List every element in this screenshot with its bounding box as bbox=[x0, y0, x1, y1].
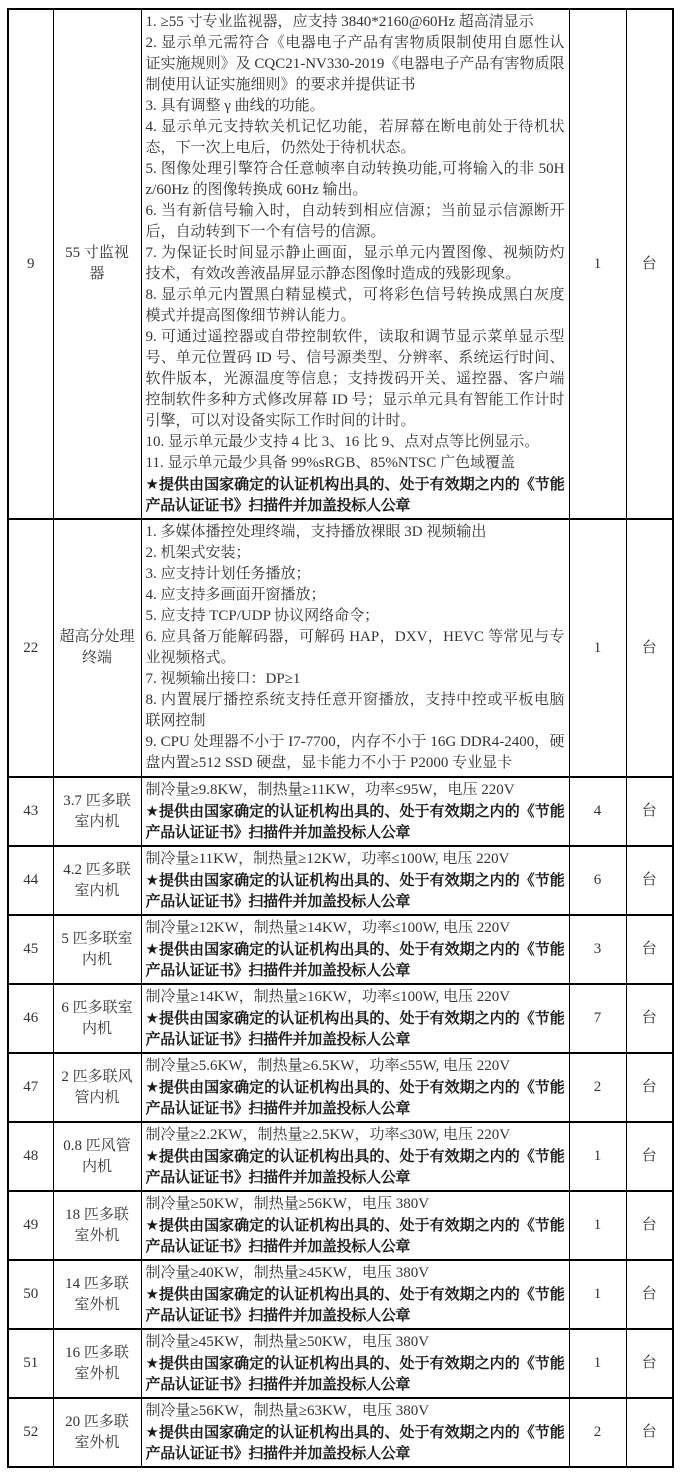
table-row bbox=[8, 984, 673, 1053]
item-quantity-cell: 1 bbox=[569, 1329, 626, 1398]
item-quantity-cell: 1 bbox=[569, 519, 626, 777]
table-row bbox=[8, 519, 673, 777]
item-number-cell: 51 bbox=[8, 1329, 53, 1398]
item-name-cell: 18 匹多联室外机 bbox=[53, 1191, 141, 1260]
item-spec-cell bbox=[141, 9, 569, 519]
item-name-cell: 0.8 匹风管内机 bbox=[53, 1122, 141, 1191]
star-requirement-note: ★提供由国家确定的认证机构出具的、处于有效期之内的《节能产品认证证书》扫描件并加盖投标人公章 bbox=[145, 1217, 565, 1255]
spec-line: 4. 显示单元支持软关机记忆功能，若屏幕在断电前处于待机状态，下一次上电后，仍然处于待机状态。 bbox=[145, 119, 565, 156]
spec-line: 1. 多媒体播控处理终端，支持播放裸眼 3D 视频输出 bbox=[145, 524, 487, 540]
star-requirement-note: ★提供由国家确定的认证机构出具的、处于有效期之内的《节能产品认证证书》扫描件并加盖投标人公章 bbox=[145, 1286, 565, 1324]
spec-line: 8. 显示单元内置黑白精显模式，可将彩色信号转换成黑白灰度模式并提高图像细节辨认能力。 bbox=[145, 287, 565, 324]
spec-line: 制冷量≥2.2KW，制热量≥2.5KW，功率≤30W, 电压 220V bbox=[145, 1127, 511, 1143]
item-number-cell: 46 bbox=[8, 984, 53, 1053]
star-requirement-note: ★提供由国家确定的认证机构出具的、处于有效期之内的《节能产品认证证书》扫描件并加盖投标人公章 bbox=[145, 1424, 565, 1462]
spec-line: 制冷量≥50KW，制热量≥56KW，电压 380V bbox=[145, 1196, 430, 1212]
item-spec-cell bbox=[141, 519, 569, 777]
star-requirement-note: ★提供由国家确定的认证机构出具的、处于有效期之内的《节能产品认证证书》扫描件并加盖投标人公章 bbox=[145, 803, 565, 841]
item-spec-cell bbox=[141, 1398, 569, 1467]
item-spec-cell bbox=[141, 1191, 569, 1260]
item-quantity-cell: 7 bbox=[569, 984, 626, 1053]
spec-line: 制冷量≥12KW，制热量≥14KW，功率≤100W, 电压 220V bbox=[145, 920, 511, 936]
spec-line: 7. 视频输出接口：DP≥1 bbox=[145, 671, 301, 687]
item-name-cell: 4.2 匹多联室内机 bbox=[53, 846, 141, 915]
table-row bbox=[8, 1122, 673, 1191]
item-quantity-cell: 1 bbox=[569, 1260, 626, 1329]
table-row bbox=[8, 846, 673, 915]
item-quantity-cell: 4 bbox=[569, 777, 626, 846]
item-quantity-cell: 6 bbox=[569, 846, 626, 915]
spec-line: 4. 应支持多画面开窗播放； bbox=[145, 587, 326, 603]
item-name-cell: 3.7 匹多联室内机 bbox=[53, 777, 141, 846]
item-quantity-cell: 3 bbox=[569, 915, 626, 984]
item-quantity-cell: 2 bbox=[569, 1053, 626, 1122]
item-unit-cell: 台 bbox=[626, 777, 673, 846]
item-name-cell: 5 匹多联室内机 bbox=[53, 915, 141, 984]
item-number-cell: 49 bbox=[8, 1191, 53, 1260]
spec-line: 制冷量≥9.8KW，制热量≥11KW，功率≤95W，电压 220V bbox=[145, 782, 515, 798]
table-row bbox=[8, 9, 673, 519]
star-requirement-note: ★提供由国家确定的认证机构出具的、处于有效期之内的《节能产品认证证书》扫描件并加盖投标人公章 bbox=[145, 1148, 565, 1186]
star-requirement-note: ★提供由国家确定的认证机构出具的、处于有效期之内的《节能产品认证证书》扫描件并加盖投标人公章 bbox=[145, 1079, 565, 1117]
spec-line: 制冷量≥11KW，制热量≥12KW，功率≤100W, 电压 220V bbox=[145, 851, 510, 867]
table-row bbox=[8, 1191, 673, 1260]
table-row bbox=[8, 1260, 673, 1329]
item-name-cell: 55 寸监视器 bbox=[53, 9, 141, 519]
item-name-cell: 2 匹多联风管内机 bbox=[53, 1053, 141, 1122]
table-row bbox=[8, 777, 673, 846]
star-requirement-note: ★提供由国家确定的认证机构出具的、处于有效期之内的《节能产品认证证书》扫描件并加盖投标人公章 bbox=[145, 1355, 565, 1393]
spec-line: 1. ≥55 寸专业监视器，应支持 3840*2160@60Hz 超高清显示 bbox=[145, 14, 534, 30]
item-unit-cell: 台 bbox=[626, 1122, 673, 1191]
spec-line: 9. CPU 处理器不小于 I7-7700，内存不小于 16G DDR4-2400，硬盘内置≥512 SSD 硬盘，显卡能力不小于 P2000 专业显卡 bbox=[145, 734, 565, 771]
star-requirement-note: ★提供由国家确定的认证机构出具的、处于有效期之内的《节能产品认证证书》扫描件并加盖投标人公章 bbox=[145, 872, 565, 910]
table-row bbox=[8, 1053, 673, 1122]
spec-line: 制冷量≥45KW，制热量≥50KW，电压 380V bbox=[145, 1334, 430, 1350]
item-unit-cell: 台 bbox=[626, 1191, 673, 1260]
item-spec-cell bbox=[141, 1053, 569, 1122]
item-name-cell: 16 匹多联室外机 bbox=[53, 1329, 141, 1398]
star-requirement-note: ★提供由国家确定的认证机构出具的、处于有效期之内的《节能产品认证证书》扫描件并加盖投标人公章 bbox=[145, 1010, 565, 1048]
spec-line: 5. 图像处理引擎符合任意帧率自动转换功能,可将输入的非 50Hz/60Hz 的图像转换成 60Hz 输出。 bbox=[145, 161, 565, 198]
item-spec-cell bbox=[141, 1329, 569, 1398]
item-spec-cell bbox=[141, 915, 569, 984]
item-spec-cell bbox=[141, 1260, 569, 1329]
spec-line: 制冷量≥40KW，制热量≥45KW，电压 380V bbox=[145, 1265, 430, 1281]
item-unit-cell: 台 bbox=[626, 984, 673, 1053]
item-name-cell: 超高分处理终端 bbox=[53, 519, 141, 777]
item-unit-cell: 台 bbox=[626, 1329, 673, 1398]
spec-line: 7. 为保证长时间显示静止画面，显示单元内置图像、视频防灼技术，有效改善液晶屏显示静态图像时造成的残影现象。 bbox=[145, 245, 565, 282]
item-spec-cell bbox=[141, 777, 569, 846]
star-requirement-note: ★提供由国家确定的认证机构出具的、处于有效期之内的《节能产品认证证书》扫描件并加盖投标人公章 bbox=[145, 941, 565, 979]
spec-line: 2. 显示单元需符合《电器电子产品有害物质限制使用自愿性认证实施规则》及 CQC21-NV330-2019《电器电子产品有害物质限制使用认证实施细则》的要求并提供证书 bbox=[145, 35, 565, 93]
item-unit-cell: 台 bbox=[626, 915, 673, 984]
item-number-cell: 48 bbox=[8, 1122, 53, 1191]
item-name-cell: 6 匹多联室内机 bbox=[53, 984, 141, 1053]
item-name-cell: 20 匹多联室外机 bbox=[53, 1398, 141, 1467]
star-requirement-note: ★提供由国家确定的认证机构出具的、处于有效期之内的《节能产品认证证书》扫描件并加盖投标人公章 bbox=[145, 476, 565, 514]
spec-line: 制冷量≥56KW，制热量≥63KW，电压 380V bbox=[145, 1403, 430, 1419]
spec-line: 制冷量≥14KW，制热量≥16KW，功率≤100W, 电压 220V bbox=[145, 989, 511, 1005]
item-number-cell: 22 bbox=[8, 519, 53, 777]
item-unit-cell: 台 bbox=[626, 1053, 673, 1122]
table-row bbox=[8, 915, 673, 984]
spec-line: 8. 内置展厅播控系统支持任意开窗播放，支持中控或平板电脑联网控制 bbox=[145, 692, 565, 729]
spec-line: 9. 可通过遥控器或自带控制软件，读取和调节显示菜单显示型号、单元位置码 ID 号、信号源类型、分辨率、系统运行时间、软件版本，光源温度等信息；支持拨码开关、遥控器、客户端控制软件多种方式修改屏幕 ID 号；显示单元具有智能工作计时引擎，可以对设备实际工作时间的计时。 bbox=[145, 329, 565, 429]
table-body bbox=[8, 9, 673, 1467]
item-unit-cell: 台 bbox=[626, 519, 673, 777]
item-unit-cell: 台 bbox=[626, 9, 673, 519]
spec-line: 10. 显示单元最少支持 4 比 3、16 比 9、点对点等比例显示。 bbox=[145, 434, 540, 450]
item-unit-cell: 台 bbox=[626, 1398, 673, 1467]
item-quantity-cell: 1 bbox=[569, 1191, 626, 1260]
item-spec-cell bbox=[141, 984, 569, 1053]
spec-line: 6. 应具备万能解码器，可解码 HAP，DXV，HEVC 等常见与专业视频格式。 bbox=[145, 629, 565, 666]
spec-line: 制冷量≥5.6KW，制热量≥6.5KW，功率≤55W, 电压 220V bbox=[145, 1058, 511, 1074]
item-spec-cell bbox=[141, 1122, 569, 1191]
item-unit-cell: 台 bbox=[626, 1260, 673, 1329]
spec-line: 3. 应支持计划任务播放； bbox=[145, 566, 311, 582]
item-number-cell: 47 bbox=[8, 1053, 53, 1122]
spec-line: 2. 机架式安装； bbox=[145, 545, 251, 561]
item-number-cell: 44 bbox=[8, 846, 53, 915]
item-number-cell: 52 bbox=[8, 1398, 53, 1467]
table-row bbox=[8, 1329, 673, 1398]
item-spec-cell bbox=[141, 846, 569, 915]
item-unit-cell: 台 bbox=[626, 846, 673, 915]
equipment-spec-table bbox=[7, 8, 674, 1468]
item-quantity-cell: 1 bbox=[569, 9, 626, 519]
item-number-cell: 50 bbox=[8, 1260, 53, 1329]
spec-line: 5. 应支持 TCP/UDP 协议网络命令； bbox=[145, 608, 380, 624]
table-row bbox=[8, 1398, 673, 1467]
spec-line: 11. 显示单元最少具备 99%sRGB、85%NTSC 广色域覆盖 bbox=[145, 455, 515, 471]
item-number-cell: 43 bbox=[8, 777, 53, 846]
item-number-cell: 9 bbox=[8, 9, 53, 519]
item-quantity-cell: 1 bbox=[569, 1122, 626, 1191]
spec-line: 3. 具有调整 γ 曲线的功能。 bbox=[145, 98, 325, 114]
item-name-cell: 14 匹多联室外机 bbox=[53, 1260, 141, 1329]
spec-line: 6. 当有新信号输入时，自动转到相应信源；当前显示信源断开后，自动转到下一个有信号的信源。 bbox=[145, 203, 565, 240]
item-quantity-cell: 2 bbox=[569, 1398, 626, 1467]
item-number-cell: 45 bbox=[8, 915, 53, 984]
